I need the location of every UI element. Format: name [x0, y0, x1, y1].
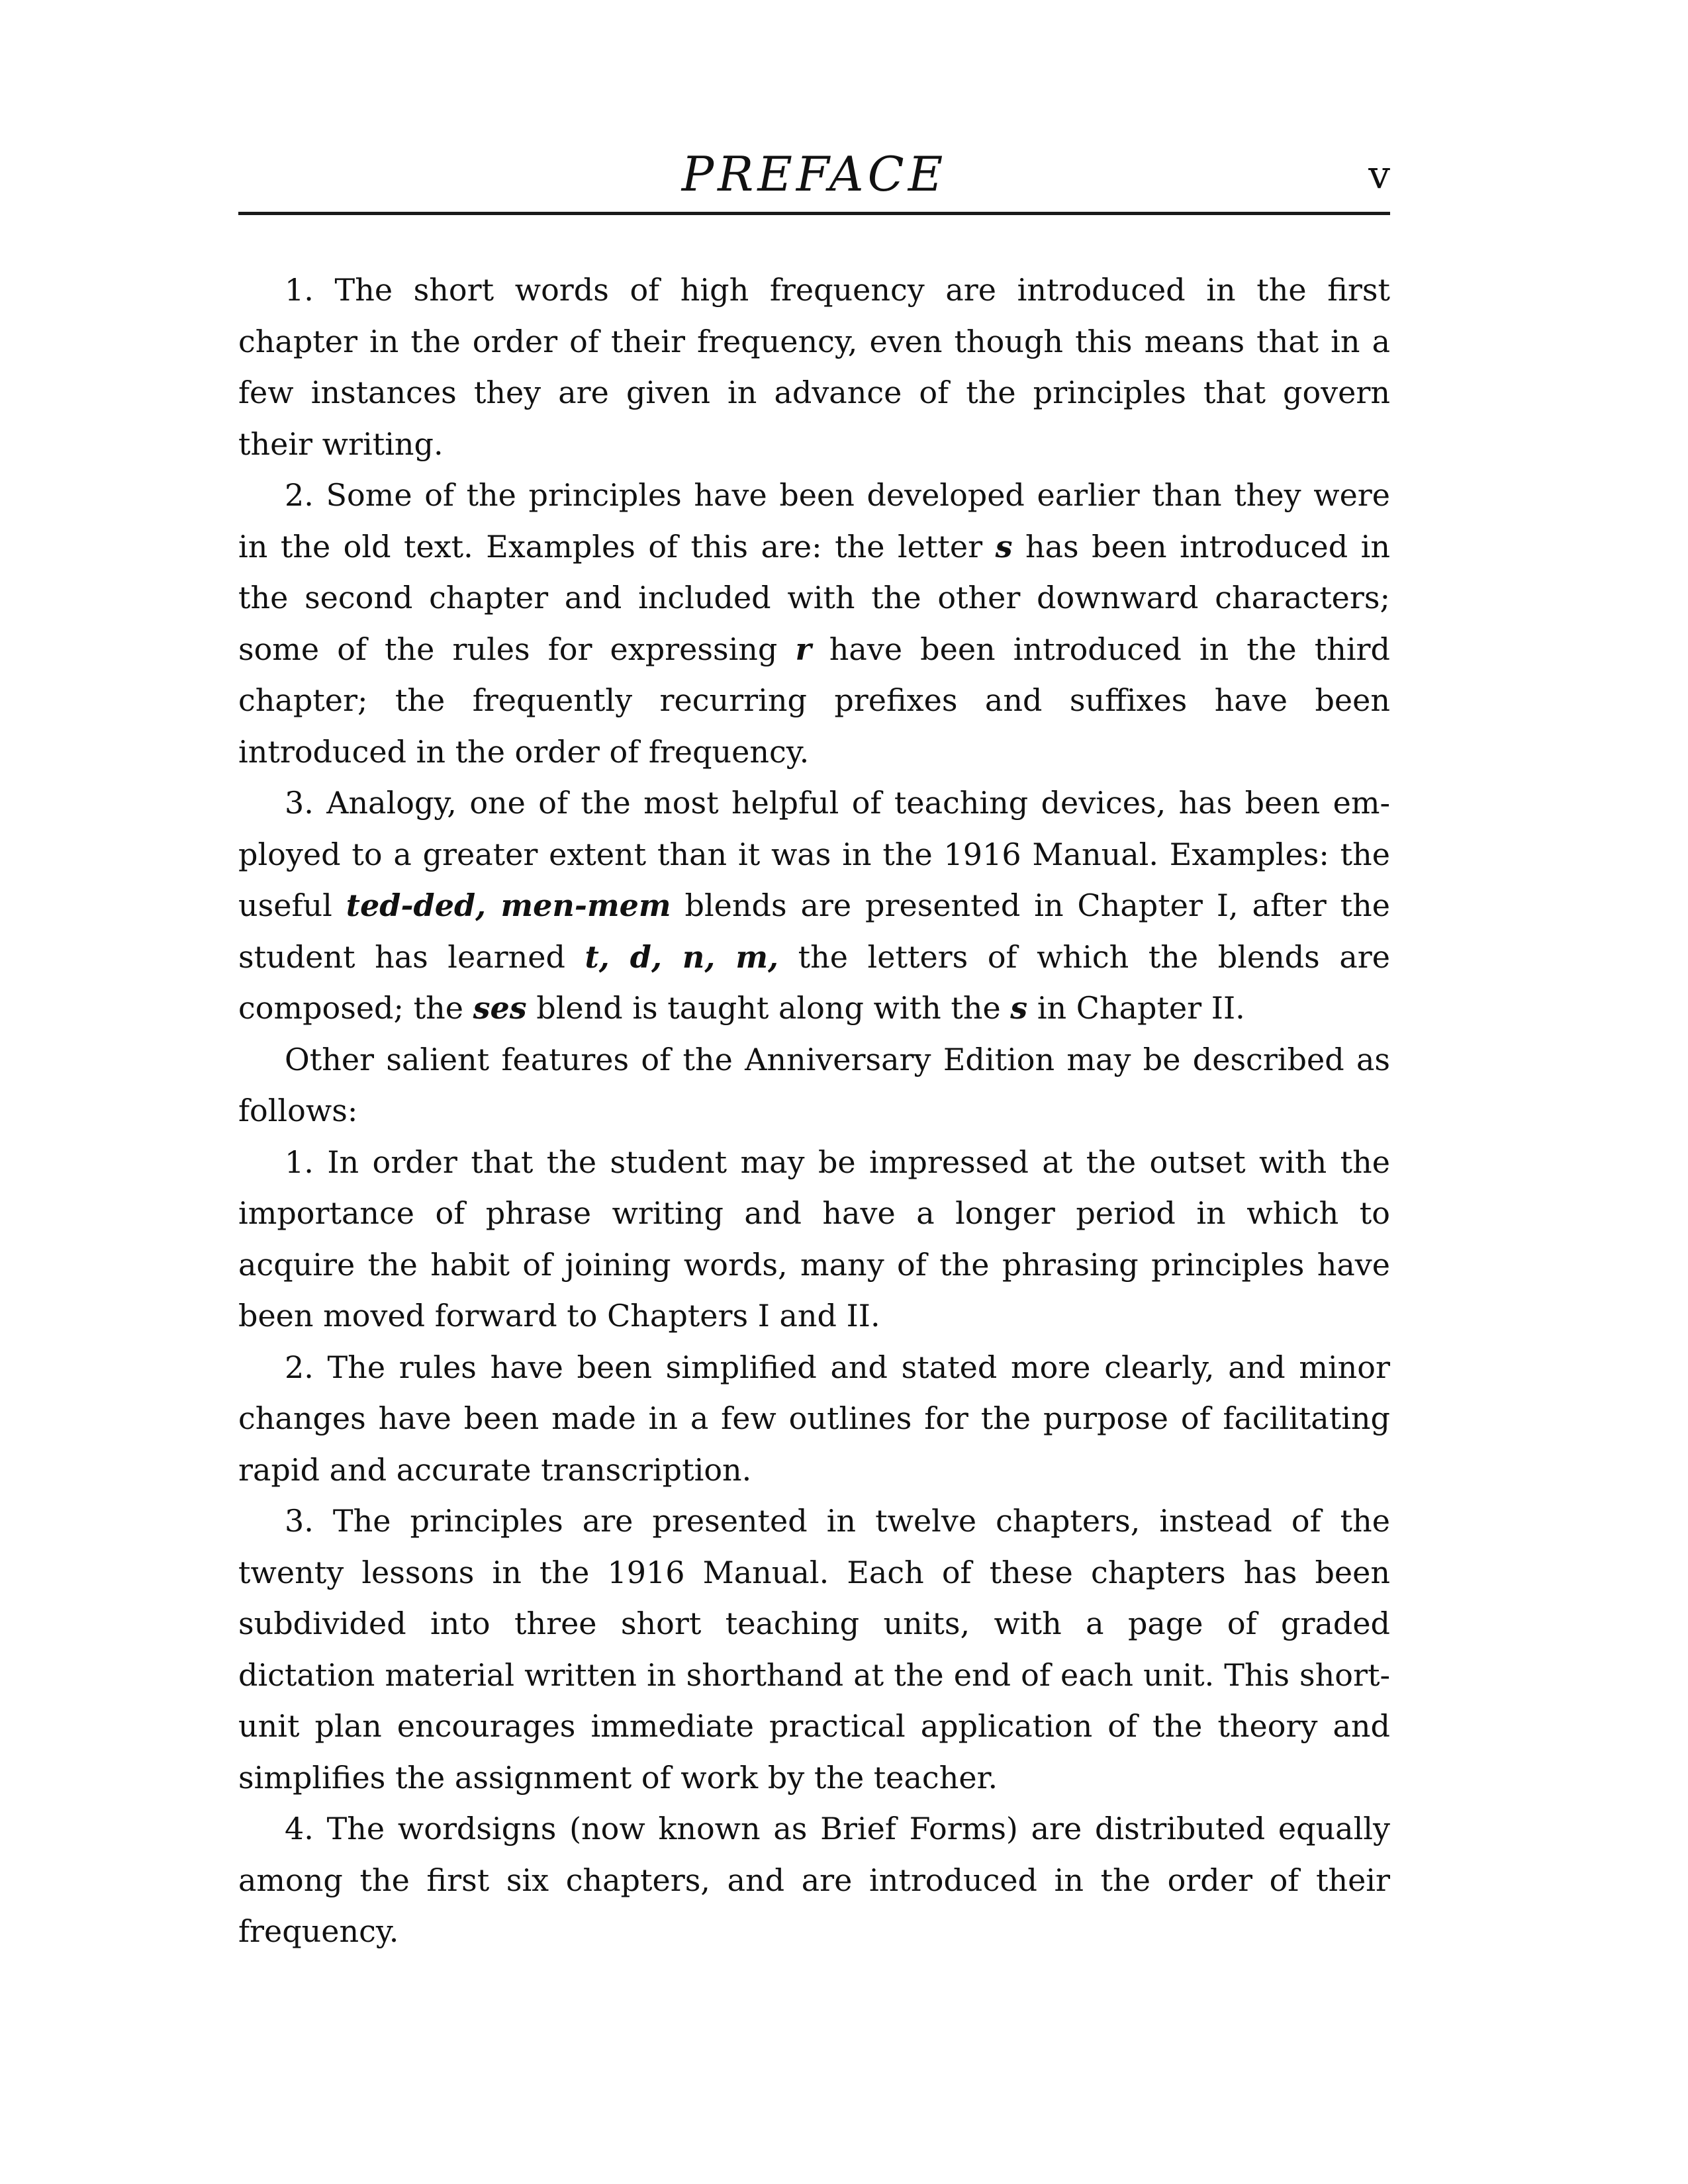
italic-letter-s: s [1010, 990, 1028, 1026]
paragraph-4 [238, 1034, 1390, 1137]
paragraph-5 [238, 1137, 1390, 1342]
paragraph-text: 2. Some of the principles have been developed earlier than they were in the old text. Examples of this are: the letter [238, 477, 1390, 565]
paragraph-text: blends are presented in Chapter I, after the student has learned [238, 887, 1390, 975]
paragraph-1 [238, 265, 1390, 470]
italic-blend-names: ted-ded, men-mem [346, 887, 671, 923]
paragraph-text: 3. The principles are presented in twelve chapters, instead of the twenty lessons in the 1916 Manual. Each of these chapters has been subdivided into three short teaching units, with a page of graded dictation material written in shorthand at the end of each unit. This short-unit plan encourages immediate practical application of the theory and simplifies the assignment of work by the teacher. [238, 1503, 1390, 1796]
paragraph-text: 4. The wordsigns (now known as Brief Forms) are distributed equally among the first six chapters, and are introduced in the order of their frequency. [238, 1811, 1390, 1949]
paragraph-8 [238, 1803, 1390, 1958]
page-number: v [1368, 152, 1390, 197]
paragraph-3 [238, 778, 1390, 1034]
paragraph-text: 3. Analogy, one of the most helpful of teaching devices, has been employed to a greater extent than it was in the 1916 Manual. Examples: the useful [238, 785, 1390, 923]
body-text [238, 265, 1390, 1958]
italic-blend-ses: ses [473, 990, 527, 1026]
paragraph-text: in Chapter II. [1027, 990, 1245, 1026]
italic-letter-r: r [795, 631, 812, 667]
header-rule [238, 212, 1390, 215]
paragraph-6 [238, 1342, 1390, 1496]
running-head [238, 144, 1390, 204]
paragraph-text: 2. The rules have been simplified and stated more clearly, and minor changes have been made in a few outlines for the purpose of facilitating rapid and accurate transcription. [238, 1349, 1390, 1488]
paragraph-text: 1. In order that the student may be impressed at the outset with the importance of phrase writing and have a longer period in which to acquire the habit of joining words, many of the phrasing principles have been moved forward to Chapters I and II. [238, 1144, 1390, 1334]
paragraph-text: blend is taught along with the [526, 990, 1011, 1026]
italic-letters-tdnm: t, d, n, m, [585, 938, 779, 975]
paragraph-text: has been introduced in the second chapter and included with the other downward characters; some of the rules for expressing [238, 528, 1391, 667]
page-title: PREFACE [681, 146, 947, 202]
paragraph-text: the letters of which the blends are composed; the [238, 938, 1390, 1026]
paragraph-text: have been introduced in the third chapter; the frequently recurring prefixes and suffixes have been introduced in the order of frequency. [238, 631, 1390, 770]
paragraph-7 [238, 1496, 1390, 1803]
paragraph-text: Other salient features of the Anniversary Edition may be described as follows: [238, 1041, 1390, 1128]
italic-letter-s: s [995, 528, 1013, 565]
paragraph-text: 1. The short words of high frequency are introduced in the first chapter in the order of their frequency, even though this means that in a few instances they are given in advance of the principles that govern their writing. [238, 272, 1390, 462]
paragraph-2 [238, 470, 1390, 778]
